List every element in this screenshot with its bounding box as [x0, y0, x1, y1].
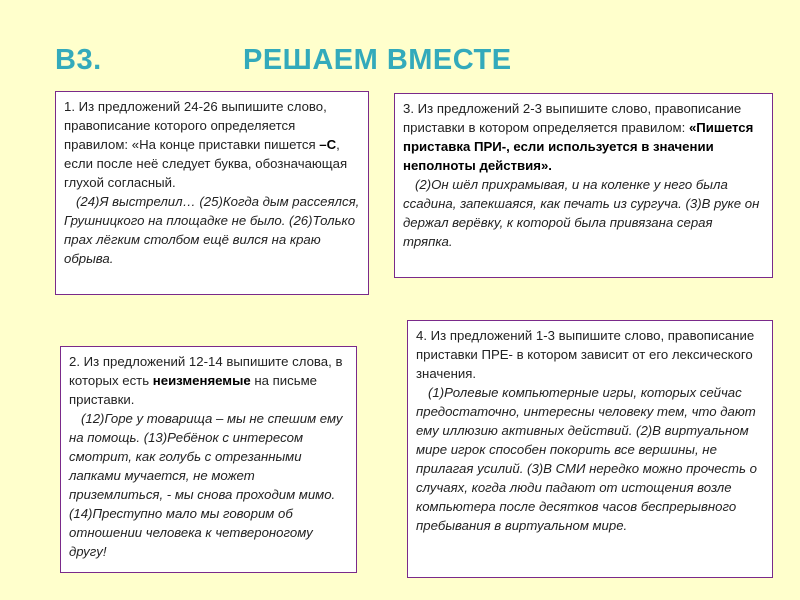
slide-title: РЕШАЕМ ВМЕСТЕ [243, 44, 512, 76]
task-1-question: 1. Из предложений 24-26 выпишите слово, правописание которого определяется правилом: «На конце приставки пишется –С, если после неё следует буква, обозначающая глухой согласный. [64, 99, 348, 190]
task-1-example: (24)Я выстрелил… (25)Когда дым рассеялся, Грушницкого на площадке не было. (26)Только прах лёгким столбом ещё вился на краю обрыва. [64, 194, 360, 266]
task-box-4 [407, 320, 773, 578]
task-3-question: 3. Из предложений 2-3 выпишите слово, правописание приставки в котором определяется правилом: «Пишется приставка ПРИ-, если используется в значении неполноты действия». [403, 101, 754, 173]
slide-number: В3. [55, 44, 102, 76]
task-2-question: 2. Из предложений 12-14 выпишите слова, в которых есть неизменяемые на письме приставки. [69, 354, 343, 407]
task-2-keyword: неизменяемые [152, 373, 251, 388]
task-box-3 [394, 93, 773, 278]
task-3-rule-highlight: «Пишется приставка ПРИ-, если используется в значении неполноты действия». [403, 120, 754, 173]
task-2-example: (12)Горе у товарища – мы не спешим ему на помощь. (13)Ребёнок с интересом смотрит, как голубь с отрезанными лапками мучается, не может приземлиться, - мы снова проходим мимо. (14)Преступно мало мы говорим об отношении человека к четвероногому другу! [69, 411, 343, 559]
task-box-2 [60, 346, 357, 573]
task-box-1 [55, 91, 369, 295]
task-4-question: 4. Из предложений 1-3 выпишите слово, правописание приставки ПРЕ- в котором зависит от его лексического значения. [416, 328, 755, 381]
task-3-example: (2)Он шёл прихрамывая, и на коленке у него была ссадина, запекшаяся, как печать из сургуча. (3)В руке он держал верёвку, к которой была привязана серая тряпка. [403, 177, 760, 249]
task-4-example: (1)Ролевые компьютерные игры, которых сейчас предостаточно, интересны человеку тем, что дают ему иллюзию активных действий. (2)В виртуальном мире игрок способен покорить все вершины, не прилагая усилий. (3)В СМИ нередко можно прочесть о случаях, когда люди падают от истощения возле компьютера после десятков часов беспрерывного пребывания в виртуальном мире. [416, 385, 757, 533]
task-1-rule-highlight: –С [319, 137, 337, 152]
